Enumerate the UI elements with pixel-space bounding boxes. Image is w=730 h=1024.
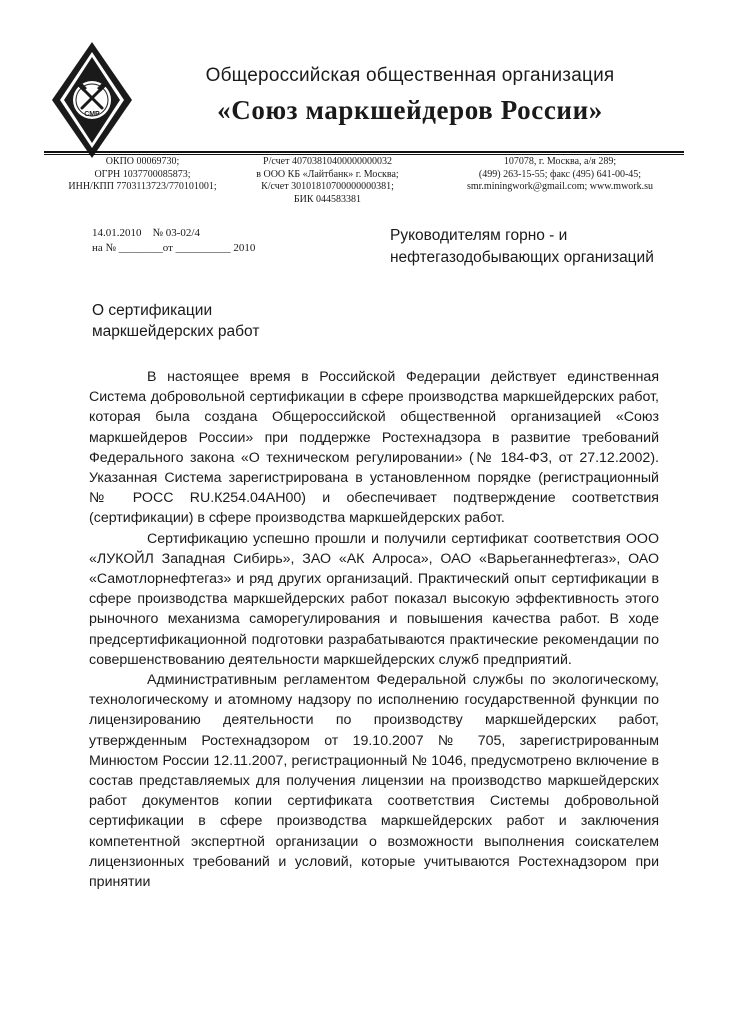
addressee-line-2: нефтегазодобывающих организаций (390, 249, 654, 266)
body-paragraph: В настоящее время в Российской Федерации действует единственная Система добровольной сертификации в сфере производства маркшейдерских работ, которая была создана Общероссийской общественной организацией «Союз маркшейдеров России» при поддержке Ростехнадзора в развитие требований Федерального закона «О техническом регулировании» (№ 184-ФЗ, от 27.12.2002). Указанная Система зарегистрирована в установленном порядке (регистрационный № РОСС RU.К254.04АН00) и обеспечивает подтверждение соответствия (сертификации) в сфере производства маркшейдерских работ. (89, 369, 659, 527)
organization-name: «Союз маркшейдеров России» (217, 95, 603, 125)
letter-subject (92, 300, 259, 342)
inn-kpp-code: ИНН/КПП 7703113723/770101001; (68, 181, 217, 192)
addressee-line-1: Руководителям горно - и (390, 227, 568, 244)
bank-details (240, 156, 415, 206)
email-website: smr.miningwork@gmail.com; www.mwork.su (466, 181, 654, 192)
document-date-number: 14.01.2010 № 03-02/4 (92, 227, 200, 239)
organization-type: Общероссийская общественная организация (205, 65, 615, 86)
addressee (390, 225, 710, 269)
subject-line-2: маркшейдерских работ (92, 323, 260, 340)
phone-fax: (499) 263-15-55; факс (495) 641-00-45; (478, 168, 642, 180)
okpo-code: ОКПО 00069730; (105, 156, 180, 167)
body-paragraph: Административным регламентом Федеральной службы по экологическому, технологическому и атомному надзору по исполнению государственной функции по лицензированию деятельности по производству маркшейдерских работ, утвержденным Ростехнадзором от 19.10.2007 № 705, зарегистрированным Минюстом России 12.11.2007, регистрационный № 1046, предусмотрено включение в состав представляемых для получения лицензии на производство маркшейдерских работ документов копии сертификата соответствия Системы добровольной сертификации в сфере производства маркшейдерских работ и заключения компетентной экспертной организации о возможности выполнения соискателем лицензионных требований и условий, которые учитываются Ростехнадзором при принятии (89, 672, 659, 891)
document-reference (92, 226, 255, 256)
header-divider (44, 151, 684, 155)
reply-to-line: на № ________от __________ 2010 (92, 242, 256, 254)
body-paragraph: Сертификацию успешно прошли и получили сертификат соответствия ООО «ЛУКОЙЛ Западная Сибирь», ЗАО «АК Алроса», ОАО «Варьеганнефтегаз», ОАО «Самотлорнефтегаз» и ряд других организаций. Практический опыт сертификации в сфере производства маркшейдерских работ показал высокую эффективность этого рыночного механизма саморегулирования и повышения качества работ. В ходе предсертификационной подготовки разрабатываются практические рекомендации по совершенствованию деятельности маркшейдерских служб предприятий. (89, 530, 659, 668)
logo-text: СМР (84, 111, 100, 118)
letter-body (89, 367, 659, 892)
settlement-account: Р/счет 40703810400000000032 (263, 156, 392, 167)
bik-code: БИК 044583381 (293, 193, 362, 205)
bank-name: в ООО КБ «Лайтбанк» г. Москва; (256, 168, 399, 180)
subject-line-1: О сертификации (92, 302, 213, 319)
contact-details (420, 156, 700, 194)
organization-logo (50, 40, 134, 160)
registration-codes (50, 156, 235, 194)
correspondent-account: К/счет 30101810700000000381; (261, 181, 394, 192)
ogrn-code: ОГРН 1037700085873; (94, 168, 191, 180)
postal-address: 107078, г. Москва, а/я 289; (503, 156, 617, 167)
